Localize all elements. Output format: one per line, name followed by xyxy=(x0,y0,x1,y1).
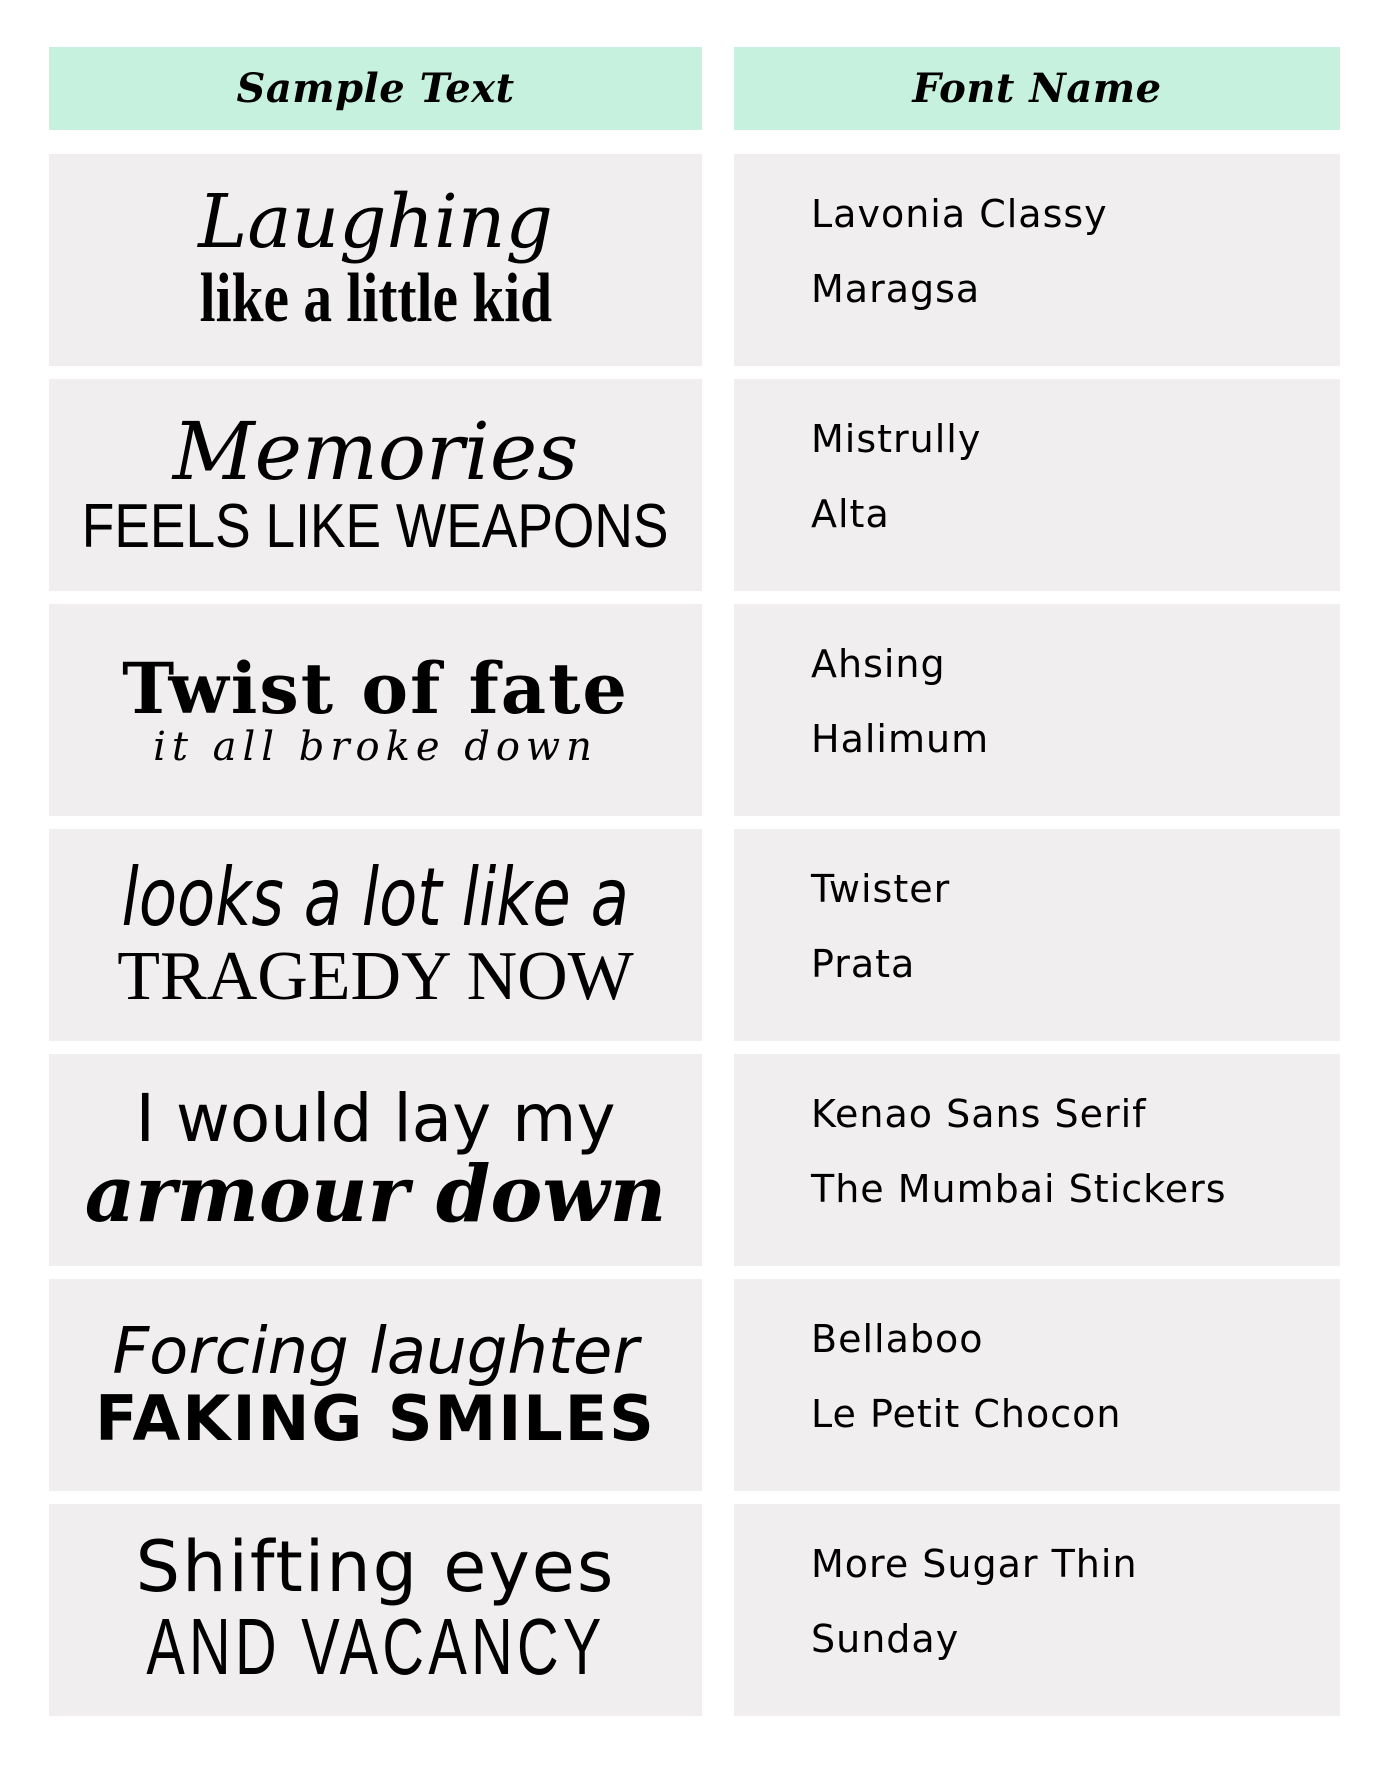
font-cell-5 xyxy=(734,1054,1340,1266)
font-name-5a: Kenao Sans Serif xyxy=(811,1092,1147,1136)
font-cell-3 xyxy=(734,604,1340,816)
sample-top-3: Twist of fate xyxy=(122,647,629,731)
header-sample-text xyxy=(49,47,702,130)
sample-top-4: looks a lot like a xyxy=(121,851,630,945)
sample-bottom-3: it all broke down xyxy=(153,723,598,770)
font-name-6a: Bellaboo xyxy=(811,1317,984,1361)
font-name-3b: Halimum xyxy=(811,717,990,761)
sample-cell-1 xyxy=(49,154,702,366)
header-font-label: Font Name xyxy=(912,65,1162,112)
sample-bottom-5: armour down xyxy=(84,1148,667,1240)
font-cell-7 xyxy=(734,1504,1340,1716)
sample-cell-6 xyxy=(49,1279,702,1491)
font-name-7a: More Sugar Thin xyxy=(811,1542,1138,1586)
font-name-3a: Ahsing xyxy=(811,642,946,686)
font-name-1b: Maragsa xyxy=(811,267,981,311)
sample-top-7: Shifting eyes xyxy=(135,1526,616,1609)
font-name-4b: Prata xyxy=(811,942,916,986)
font-cell-4 xyxy=(734,829,1340,1041)
sample-top-2: Memories xyxy=(172,405,579,499)
sample-cell-7 xyxy=(49,1504,702,1716)
font-cell-6 xyxy=(734,1279,1340,1491)
sample-bottom-4: TRAGEDY NOW xyxy=(117,938,634,1016)
sample-bottom-7: AND VACANCY xyxy=(145,1601,606,1691)
font-name-7b: Sunday xyxy=(811,1617,960,1661)
font-cell-1 xyxy=(734,154,1340,366)
sample-cell-3 xyxy=(49,604,702,816)
sample-cell-5 xyxy=(49,1054,702,1266)
font-name-1a: Lavonia Classy xyxy=(811,192,1108,236)
font-name-2b: Alta xyxy=(811,492,890,536)
sample-bottom-2: FEELS LIKE WEAPONS xyxy=(82,492,669,562)
font-name-2a: Mistrully xyxy=(811,417,982,461)
font-name-4a: Twister xyxy=(811,867,951,911)
header-font-name xyxy=(734,47,1340,130)
header-sample-label: Sample Text xyxy=(236,65,515,112)
sample-bottom-1: like a little kid xyxy=(199,260,552,338)
font-name-6b: Le Petit Chocon xyxy=(811,1392,1122,1436)
font-name-5b: The Mumbai Stickers xyxy=(811,1167,1227,1211)
sample-top-1: Laughing xyxy=(198,179,553,266)
font-cell-2 xyxy=(734,379,1340,591)
sample-top-5: I would lay my xyxy=(135,1080,616,1158)
sample-cell-2 xyxy=(49,379,702,591)
sample-bottom-6: FAKING SMILES xyxy=(95,1382,656,1456)
sample-top-6: Forcing laughter xyxy=(112,1314,639,1389)
sample-cell-4 xyxy=(49,829,702,1041)
